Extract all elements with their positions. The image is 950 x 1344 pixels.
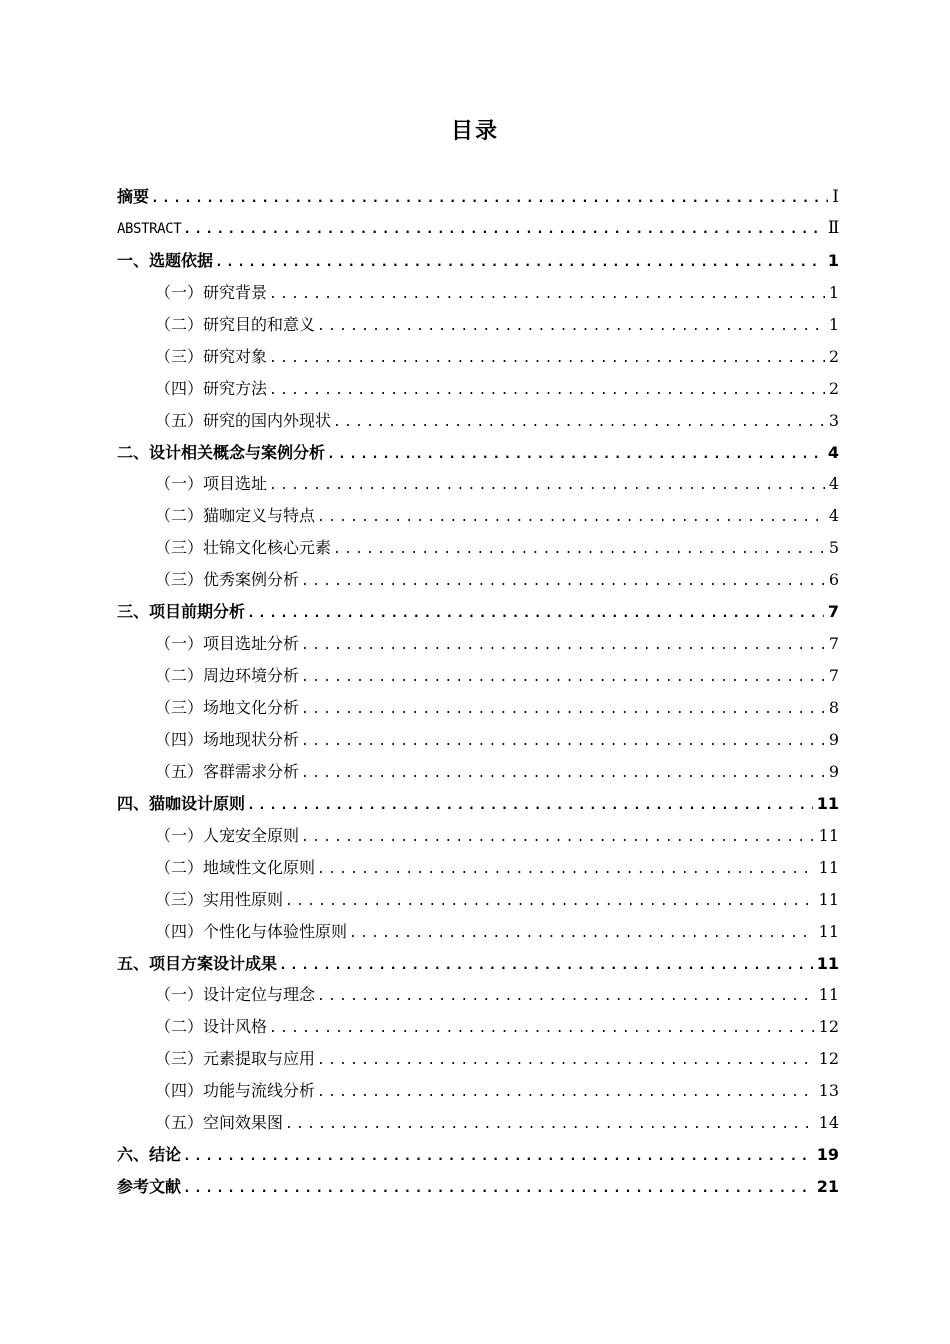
toc-entry-label: （二）设计风格: [155, 1017, 268, 1037]
toc-entry-label: 五、项目方案设计成果: [117, 953, 278, 973]
toc-page-number: 9: [828, 729, 839, 749]
toc-entry-label: 四、猫咖设计原则: [117, 793, 246, 813]
toc-section-entry[interactable]: [117, 1011, 839, 1043]
table-of-contents: [117, 181, 839, 1203]
toc-dot-leader: [269, 1013, 815, 1045]
toc-entry-label: （五）空间效果图: [155, 1113, 284, 1133]
toc-page-number: Ⅱ: [827, 217, 839, 238]
toc-chapter-entry[interactable]: [117, 213, 839, 245]
toc-dot-leader: [301, 694, 825, 726]
toc-page-number: 6: [828, 570, 839, 590]
toc-entry-label: （二）周边环境分析: [155, 666, 300, 686]
toc-section-entry[interactable]: [117, 884, 839, 916]
toc-entry-label: （三）元素提取与应用: [155, 1049, 316, 1069]
toc-section-entry[interactable]: [117, 405, 839, 437]
toc-section-entry[interactable]: [117, 724, 839, 756]
toc-page-number: 4: [827, 442, 839, 462]
toc-section-entry[interactable]: [117, 916, 839, 948]
toc-chapter-entry[interactable]: [117, 948, 839, 980]
page-title: 目录: [450, 119, 499, 144]
toc-entry-label: （四）场地现状分析: [155, 729, 300, 749]
toc-section-entry[interactable]: [117, 628, 839, 660]
toc-dot-leader: [183, 1173, 813, 1205]
toc-page-number: 11: [818, 889, 839, 909]
toc-page-number: 1: [828, 282, 839, 302]
toc-dot-leader: [317, 854, 815, 886]
toc-page-number: 11: [818, 921, 839, 941]
toc-dot-leader: [317, 1045, 815, 1077]
toc-page-number: 12: [818, 1017, 839, 1037]
toc-chapter-entry[interactable]: [117, 181, 839, 213]
toc-dot-leader: [247, 598, 824, 630]
toc-entry-label: 二、设计相关概念与案例分析: [117, 442, 326, 462]
toc-section-entry[interactable]: [117, 692, 839, 724]
toc-page-number: 12: [818, 1049, 839, 1069]
toc-page-number: 11: [818, 985, 839, 1005]
toc-entry-label: 六、结论: [117, 1145, 182, 1165]
toc-page-number: 21: [816, 1177, 839, 1197]
toc-section-entry[interactable]: [117, 277, 839, 309]
toc-page-number: 7: [828, 666, 839, 686]
toc-dot-leader: [301, 630, 825, 662]
toc-dot-leader: [301, 662, 825, 694]
toc-dot-leader: [269, 375, 825, 407]
toc-section-entry[interactable]: [117, 979, 839, 1011]
toc-page-number: 4: [828, 506, 839, 526]
toc-dot-leader: [301, 726, 825, 758]
toc-section-entry[interactable]: [117, 820, 839, 852]
toc-page-number: 2: [828, 378, 839, 398]
toc-page-number: 13: [818, 1081, 839, 1101]
toc-chapter-entry[interactable]: [117, 245, 839, 277]
toc-dot-leader: [317, 311, 825, 343]
toc-dot-leader: [301, 566, 825, 598]
toc-dot-leader: [317, 981, 815, 1013]
toc-page-number: 11: [818, 825, 839, 845]
toc-page-number: 7: [827, 602, 839, 622]
toc-entry-label: （三）优秀案例分析: [155, 570, 300, 590]
toc-dot-leader: [349, 918, 815, 950]
toc-section-entry[interactable]: [117, 1075, 839, 1107]
toc-entry-label: ABSTRACT: [117, 220, 182, 237]
toc-page-number: 3: [828, 410, 839, 430]
toc-page-number: 9: [828, 761, 839, 781]
toc-page-number: 1: [828, 314, 839, 334]
toc-section-entry[interactable]: [117, 1043, 839, 1075]
toc-section-entry[interactable]: [117, 309, 839, 341]
toc-entry-label: 摘要: [117, 187, 150, 206]
toc-entry-label: （一）项目选址分析: [155, 634, 300, 654]
toc-dot-leader: [301, 822, 815, 854]
toc-section-entry[interactable]: [117, 500, 839, 532]
toc-dot-leader: [215, 247, 824, 279]
toc-dot-leader: [279, 950, 813, 982]
toc-section-entry[interactable]: [117, 341, 839, 373]
toc-entry-label: （一）研究背景: [155, 282, 268, 302]
toc-entry-label: （五）研究的国内外现状: [155, 410, 332, 430]
toc-entry-label: 参考文献: [117, 1177, 182, 1197]
toc-page-number: 19: [816, 1145, 839, 1165]
toc-page-number: 1: [827, 250, 839, 270]
toc-dot-leader: [333, 534, 825, 566]
toc-entry-label: （二）猫咖定义与特点: [155, 506, 316, 526]
toc-page-number: 5: [828, 538, 839, 558]
toc-dot-leader: [317, 1077, 815, 1109]
toc-entry-label: （一）人宠安全原则: [155, 825, 300, 845]
toc-entry-label: （四）研究方法: [155, 378, 268, 398]
toc-entry-label: （四）个性化与体验性原则: [155, 921, 348, 941]
toc-dot-leader: [151, 183, 828, 215]
toc-page-number: 14: [818, 1113, 839, 1133]
toc-entry-label: （二）地域性文化原则: [155, 857, 316, 877]
toc-entry-label: （一）项目选址: [155, 474, 268, 494]
toc-page-number: Ⅰ: [832, 187, 839, 207]
toc-entry-label: （三）壮锦文化核心元素: [155, 538, 332, 558]
toc-dot-leader: [285, 886, 815, 918]
toc-dot-leader: [269, 343, 825, 375]
toc-page-number: 2: [828, 346, 839, 366]
toc-chapter-entry[interactable]: [117, 596, 839, 628]
toc-section-entry[interactable]: [117, 532, 839, 564]
toc-dot-leader: [301, 758, 825, 790]
toc-page-number: 11: [816, 793, 839, 813]
toc-dot-leader: [317, 502, 825, 534]
toc-dot-leader: [269, 279, 825, 311]
toc-section-entry[interactable]: [117, 756, 839, 788]
toc-dot-leader: [247, 790, 813, 822]
toc-entry-label: （五）客群需求分析: [155, 761, 300, 781]
toc-page-number: 7: [828, 634, 839, 654]
toc-chapter-entry[interactable]: [117, 1139, 839, 1171]
toc-page-number: 11: [818, 857, 839, 877]
toc-chapter-entry[interactable]: [117, 788, 839, 820]
toc-section-entry[interactable]: [117, 564, 839, 596]
toc-dot-leader: [285, 1109, 815, 1141]
toc-dot-leader: [333, 407, 825, 439]
toc-chapter-entry[interactable]: [117, 437, 839, 469]
toc-dot-leader: [183, 1141, 813, 1173]
toc-entry-label: （一）设计定位与理念: [155, 985, 316, 1005]
toc-page-number: 11: [816, 953, 839, 973]
toc-section-entry[interactable]: [117, 1107, 839, 1139]
toc-entry-label: （二）研究目的和意义: [155, 314, 316, 334]
toc-dot-leader: [183, 214, 824, 246]
toc-section-entry[interactable]: [117, 373, 839, 405]
toc-entry-label: （四）功能与流线分析: [155, 1081, 316, 1101]
toc-page-number: 8: [828, 698, 839, 717]
toc-entry-label: 三、项目前期分析: [117, 602, 246, 622]
toc-entry-label: 一、选题依据: [117, 250, 214, 270]
toc-entry-label: （三）实用性原则: [155, 889, 284, 909]
toc-dot-leader: [269, 470, 825, 502]
toc-page-number: 4: [828, 474, 839, 494]
toc-dot-leader: [327, 439, 824, 471]
toc-entry-label: （三）场地文化分析: [155, 698, 300, 717]
toc-entry-label: （三）研究对象: [155, 346, 268, 366]
toc-section-entry[interactable]: [117, 468, 839, 500]
toc-chapter-entry[interactable]: [117, 1171, 839, 1203]
toc-section-entry[interactable]: [117, 660, 839, 692]
toc-section-entry[interactable]: [117, 852, 839, 884]
